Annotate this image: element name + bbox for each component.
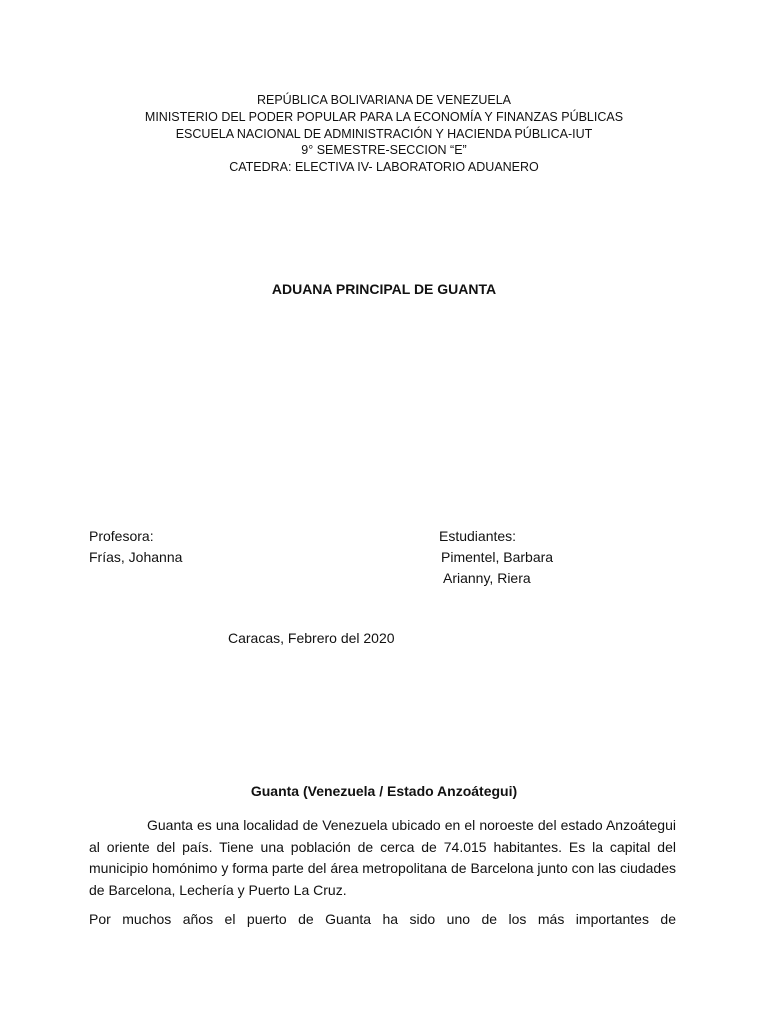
paragraph-port: Por muchos años el puerto de Guanta ha sido uno de los más importantes de <box>89 911 676 927</box>
paragraph-intro: Guanta es una localidad de Venezuela ubicado en el noroeste del estado Anzoátegui al oriente del país. Tiene una población de cerca de 74.015 habitantes. Es la capital del municipio homónimo y forma parte del área metropolitana de Barcelona junto con las ciudades de Barcelona, Lechería y Puerto La Cruz. <box>89 817 676 898</box>
header-line-semester: 9° SEMESTRE-SECCION “E” <box>301 143 467 158</box>
student-name-1: Pimentel, Barbara <box>441 549 554 565</box>
professor-label: Profesora: <box>89 528 154 544</box>
section-title: Guanta (Venezuela / Estado Anzoátegui) <box>250 783 518 799</box>
document-title: ADUANA PRINCIPAL DE GUANTA <box>271 281 497 297</box>
place-date: Caracas, Febrero del 2020 <box>228 630 395 646</box>
header-line-course: CATEDRA: ELECTIVA IV- LABORATORIO ADUANERO <box>229 160 539 175</box>
header-line-ministry: MINISTERIO DEL PODER POPULAR PARA LA ECONOMÍA Y FINANZAS PÚBLICAS <box>144 109 624 124</box>
professor-name: Frías, Johanna <box>89 549 183 565</box>
student-name-2: Arianny, Riera <box>443 570 531 586</box>
header-line-school: ESCUELA NACIONAL DE ADMINISTRACIÓN Y HACIENDA PÚBLICA-IUT <box>175 126 593 141</box>
header-line-republic: REPÚBLICA BOLIVARIANA DE VENEZUELA <box>256 93 512 107</box>
students-label: Estudiantes: <box>439 528 517 544</box>
institution-header <box>0 92 768 176</box>
